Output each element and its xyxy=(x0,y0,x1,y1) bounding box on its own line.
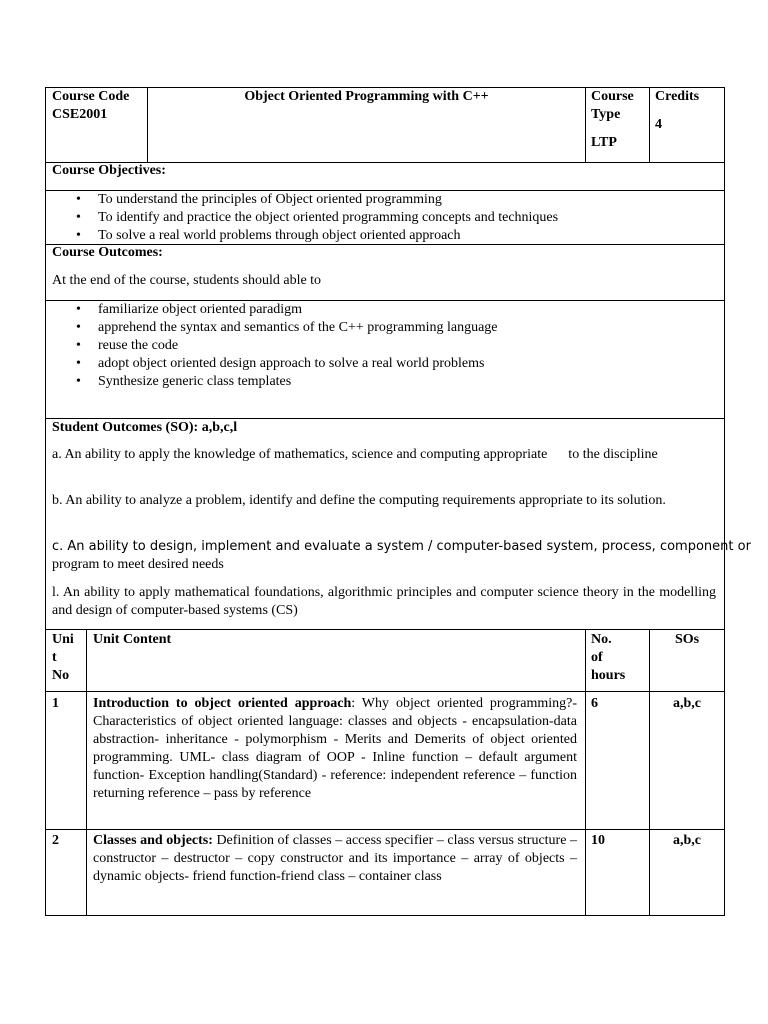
course-code-label: Course Code xyxy=(52,89,130,104)
list-item: • To understand the principles of Object oriented programming xyxy=(52,191,558,209)
list-item: • familiarize object oriented paradigm xyxy=(52,301,498,319)
header-unit-content: Unit Content xyxy=(93,632,172,647)
so-b: b. An ability to analyze a problem, identify and define the computing requirements appropriate to its solution. xyxy=(52,493,666,508)
outcomes-heading: Course Outcomes: xyxy=(52,245,163,260)
so-c-line1: c. An ability to design, implement and evaluate a system / computer-based system, process, component or xyxy=(52,539,751,554)
credits-value: 4 xyxy=(655,117,662,132)
unit2-sos: a,b,c xyxy=(673,833,701,848)
header-unit-no-3: No xyxy=(52,668,70,683)
unit1-hours: 6 xyxy=(591,696,598,711)
so-l: l. An ability to apply mathematical foundations, algorithmic principles and computer science theory in the modelling and design of computer-based systems (CS) xyxy=(52,585,716,618)
list-item: • To solve a real world problems through object oriented approach xyxy=(52,227,558,245)
course-code-value: CSE2001 xyxy=(52,107,108,122)
list-item: • apprehend the syntax and semantics of the C++ programming language xyxy=(52,319,498,337)
unit2-hours: 10 xyxy=(591,833,605,848)
list-item: • To identify and practice the object oriented programming concepts and techniques xyxy=(52,209,558,227)
list-item: • adopt object oriented design approach to solve a real world problems xyxy=(52,355,498,373)
unit1-body: : Why object oriented programming?- Characteristics of object oriented language: classes and objects - encapsulation-data abstraction- inheritance - polymorphism - Merits and Demerits of object oriented programming. UML- class diagram of OOP - Inline function – default argument function- Exception handling(Standard) - reference: independent reference – function returning reference – pass by reference xyxy=(93,696,577,801)
objectives-list xyxy=(52,191,558,245)
course-type-label-1: Course xyxy=(591,89,634,104)
unit1-sos: a,b,c xyxy=(673,696,701,711)
unit1-content xyxy=(93,695,577,803)
so-c-line2: program to meet desired needs xyxy=(52,557,224,572)
header-hours-2: of xyxy=(591,650,603,665)
outcomes-intro: At the end of the course, students should able to xyxy=(52,273,322,288)
unit1-title: Introduction to object oriented approach xyxy=(93,696,352,711)
unit2-body: Definition of classes – access specifier – class versus structure – constructor – destructor – copy constructor and its importance – array of objects – dynamic objects- friend function-friend class – container class xyxy=(93,833,577,884)
course-title: Object Oriented Programming with C++ xyxy=(244,89,489,104)
list-item: • Synthesize generic class templates xyxy=(52,373,498,391)
unit2-number: 2 xyxy=(52,833,59,848)
outcomes-list xyxy=(52,301,498,391)
list-item: • reuse the code xyxy=(52,337,498,355)
objectives-heading: Course Objectives: xyxy=(52,163,166,178)
header-hours-3: hours xyxy=(591,668,626,683)
header-hours-1: No. xyxy=(591,632,612,647)
student-outcomes-heading: Student Outcomes (SO): a,b,c,l xyxy=(52,420,238,435)
unit1-number: 1 xyxy=(52,696,59,711)
so-a: a. An ability to apply the knowledge of mathematics, science and computing appropriate to the discipline xyxy=(52,447,658,462)
course-type-value: LTP xyxy=(591,135,617,150)
header-unit-no-2: t xyxy=(52,650,57,665)
header-sos: SOs xyxy=(674,632,700,647)
header-unit-no-1: Uni xyxy=(52,632,74,647)
unit2-content xyxy=(93,832,577,886)
credits-label: Credits xyxy=(655,89,700,104)
unit2-title: Classes and objects: xyxy=(93,833,213,848)
course-type-label-2: Type xyxy=(591,107,621,122)
